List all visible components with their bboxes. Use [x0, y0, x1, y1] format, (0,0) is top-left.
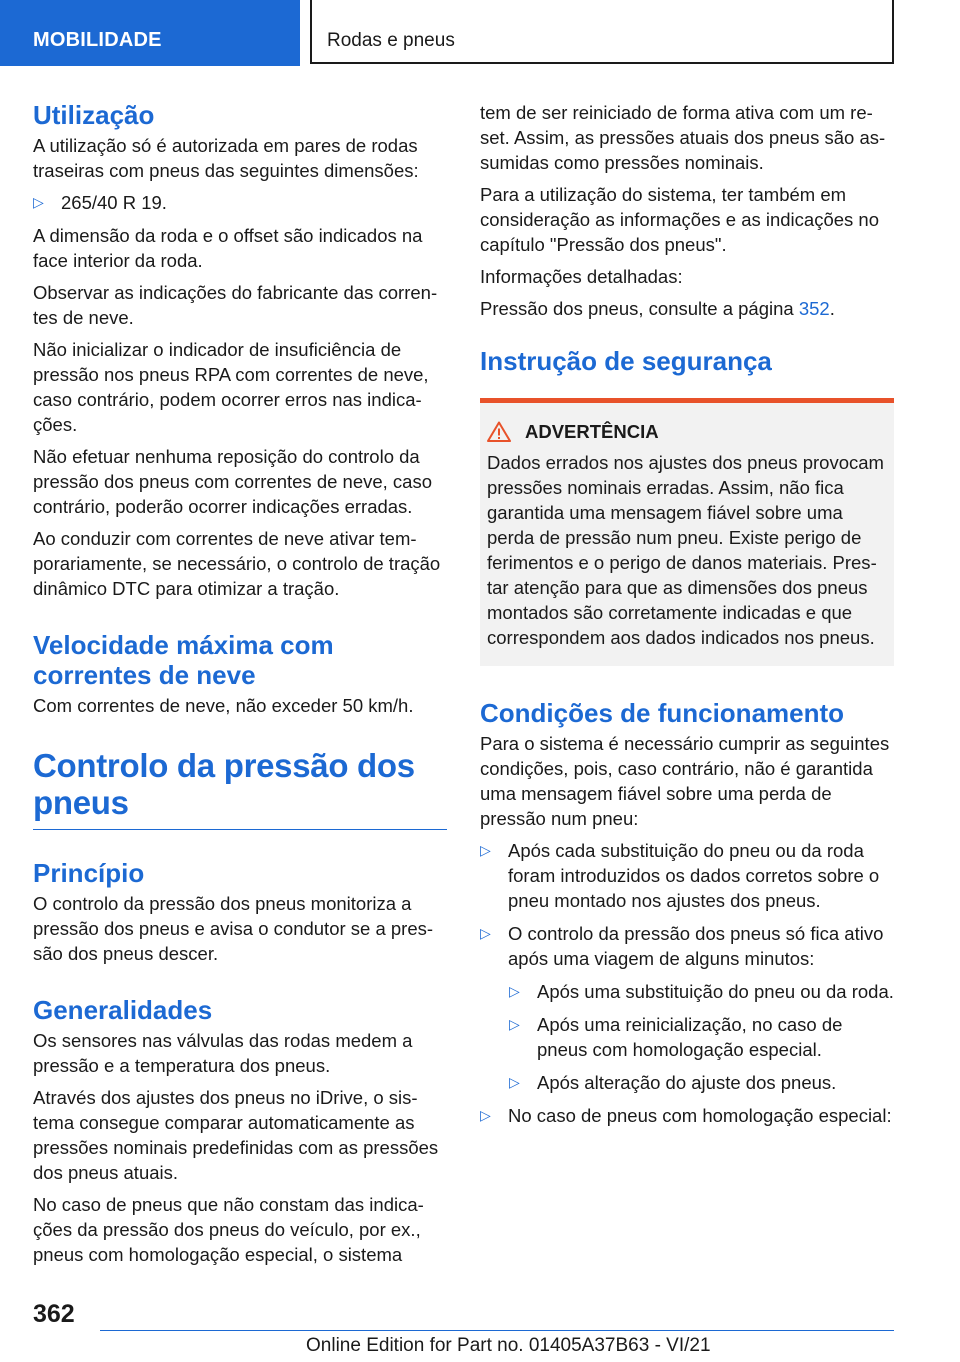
- triangle-bullet-icon: ▷: [509, 983, 520, 999]
- heading-velocidade: Velocidade máxima com correntes de neve: [33, 630, 334, 690]
- list-item: ▷ O controlo da pressão dos pneus só fica ativo após uma viagem de alguns minutos:: [480, 923, 884, 969]
- right-column: [480, 100, 894, 1136]
- footer-edition: Online Edition for Part no. 01405A37B63 - VI/21: [306, 1335, 711, 1356]
- triangle-bullet-icon: ▷: [509, 1074, 520, 1090]
- list-item: ▷ Após alteração do ajuste dos pneus.: [509, 1072, 837, 1093]
- paragraph: tem de ser reiniciado de forma ativa com um reset. Assim, as pressões atuais dos pneus são assumidas como pressões nominais.: [480, 102, 886, 173]
- chapter-label: Rodas e pneus: [327, 30, 455, 51]
- heading-controlo: Controlo da pressão dos pneus: [33, 747, 415, 821]
- paragraph: A dimensão da roda e o offset são indicados na face interior da roda.: [33, 225, 423, 271]
- triangle-bullet-icon: ▷: [509, 1016, 520, 1032]
- list-item: ▷ 265/40 R 19.: [33, 192, 167, 213]
- section-label: MOBILIDADE: [33, 29, 162, 51]
- heading-utilizacao: Utilização: [33, 100, 155, 130]
- paragraph: A utilização só é autorizada em pares de rodas traseiras com pneus das seguintes dimensões:: [33, 135, 419, 181]
- paragraph: Pressão dos pneus, consulte a página 352.: [480, 298, 835, 319]
- paragraph: Para o sistema é necessário cumprir as seguintes condições, pois, caso contrário, não é garantida uma mensagem fiável sobre uma perda de pressão num pneu:: [480, 733, 890, 829]
- page-number: 362: [33, 1300, 75, 1328]
- warning-triangle-icon: [487, 421, 511, 442]
- footer-divider: [100, 1330, 894, 1331]
- warning-title: ADVERTÊNCIA: [487, 419, 886, 444]
- paragraph: No caso de pneus que não constam das indicações da pressão dos pneus do veículo, por ex., pneus com homologação especial, o sistema: [33, 1194, 424, 1265]
- triangle-bullet-icon: ▷: [33, 194, 44, 210]
- triangle-bullet-icon: ▷: [480, 842, 491, 858]
- paragraph: Informações detalhadas:: [480, 266, 683, 287]
- page-link[interactable]: 352: [798, 298, 830, 319]
- chapter-heading-block: [33, 747, 447, 830]
- paragraph: Para a utilização do sistema, ter também em consideração as informações e as indicações no capítulo "Pressão dos pneus".: [480, 184, 880, 255]
- heading-condicoes: Condições de funcionamento: [480, 698, 845, 728]
- paragraph: Não efetuar nenhuma reposição do controlo da pressão dos pneus com correntes de neve, caso contrário, poderão ocorrer indicações erradas.: [33, 446, 433, 517]
- list-item: ▷ Após cada substituição do pneu ou da roda foram introduzidos os dados corretos sobre o pneu montado nos ajustes dos pneus.: [480, 840, 880, 911]
- list-item: ▷ Após uma substituição do pneu ou da roda.: [509, 981, 894, 1002]
- paragraph: O controlo da pressão dos pneus monitoriza a pressão dos pneus e avisa o condutor se a pressão dos pneus descer.: [33, 893, 434, 964]
- warning-text: Dados errados nos ajustes dos pneus provocam pressões nominais erradas. Assim, não fica garantida uma mensagem fiável sobre uma perda de pressão num pneu. Existe perigo de ferimentos e o perigo de danos materiais. Prestar atenção para que as dimensões dos pneus montados são corretamente indicadas e que correspondem aos dados indicados nos pneus.: [487, 452, 884, 648]
- list-item: ▷ No caso de pneus com homologação especial:: [480, 1105, 892, 1126]
- paragraph: Ao conduzir com correntes de neve ativar temporariamente, se necessário, o controlo de tração dinâmico DTC para otimizar a tração.: [33, 528, 441, 599]
- triangle-bullet-icon: ▷: [480, 925, 491, 941]
- paragraph: Não inicializar o indicador de insuficiência de pressão nos pneus RPA com correntes de neve, caso contrário, podem ocorrer erros nas indicações.: [33, 339, 429, 435]
- left-column: [33, 100, 447, 1274]
- paragraph: Os sensores nas válvulas das rodas medem a pressão e a temperatura dos pneus.: [33, 1030, 413, 1076]
- warning-box: [480, 398, 894, 666]
- paragraph: Observar as indicações do fabricante das correntes de neve.: [33, 282, 438, 328]
- heading-generalidades: Generalidades: [33, 995, 213, 1025]
- paragraph: Através dos ajustes dos pneus no iDrive, o sistema consegue comparar automaticamente as pressões nominais predefinidas com as pressões dos pneus atuais.: [33, 1087, 439, 1183]
- list-item: ▷ Após uma reinicialização, no caso de pneus com homologação especial.: [509, 1014, 843, 1060]
- paragraph: Com correntes de neve, não exceder 50 km/h.: [33, 695, 414, 716]
- triangle-bullet-icon: ▷: [480, 1107, 491, 1123]
- chapter-tab: [310, 0, 894, 64]
- heading-seguranca: Instrução de segurança: [480, 346, 772, 376]
- section-tab: [0, 0, 300, 66]
- heading-principio: Princípio: [33, 858, 145, 888]
